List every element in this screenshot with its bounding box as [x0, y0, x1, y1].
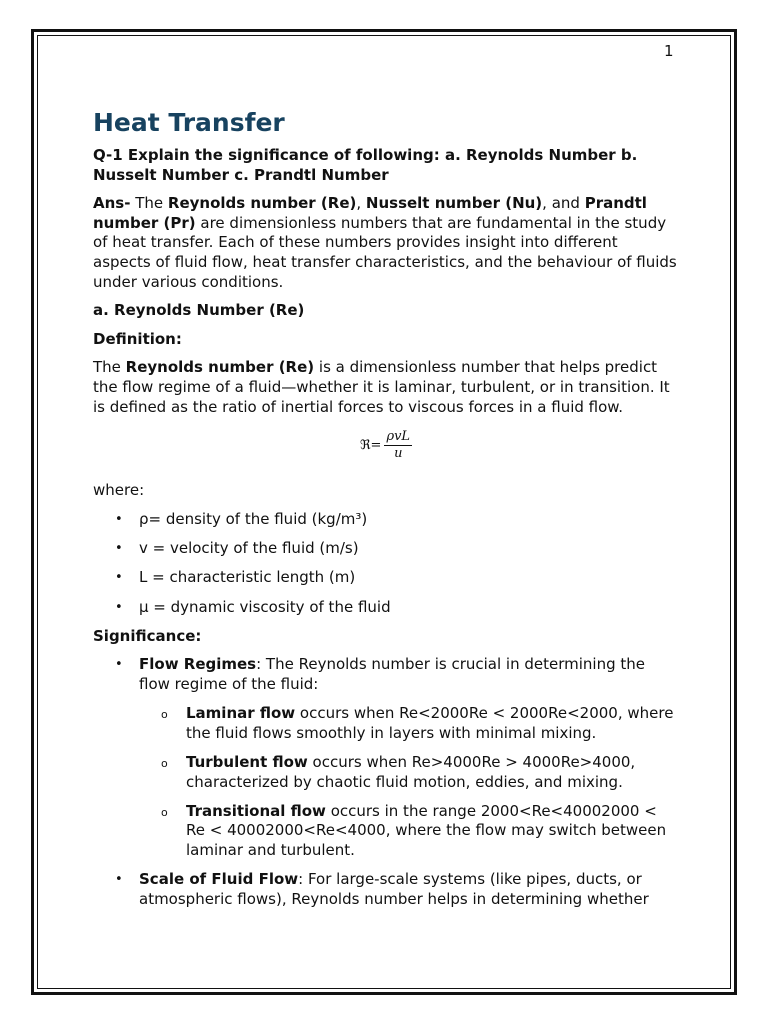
reynolds-term: Reynolds number (Re) — [167, 194, 357, 213]
flow-regime-sublist — [139, 704, 679, 861]
list-item — [93, 655, 679, 860]
variable-text: v = velocity of the fluid (m/s) — [139, 539, 359, 557]
list-item — [93, 510, 679, 530]
section-heading: a. Reynolds Number (Re) — [93, 301, 305, 320]
circle-bullet-icon: o — [161, 805, 168, 819]
definition-text-segment: The — [93, 358, 126, 377]
question-text: Q-1 Explain the significance of following: a. Reynolds Number b. Nusselt Number c. Prandtl Number — [93, 146, 638, 184]
list-item — [139, 802, 679, 861]
regime-label: Transitional flow — [186, 801, 326, 820]
bullet-icon: • — [115, 541, 123, 556]
answer-text-segment: , — [356, 194, 366, 213]
formula-lhs: ℜ — [359, 437, 371, 453]
answer-text-segment: , and — [542, 194, 585, 213]
circle-bullet-icon: o — [161, 708, 168, 722]
answer-label: Ans- — [93, 194, 131, 213]
list-item — [93, 598, 679, 618]
formula-denominator: u — [394, 446, 403, 462]
scale-label: Scale of Fluid Flow — [139, 870, 299, 889]
variable-text: ρ= density of the fluid (kg/m³) — [139, 509, 368, 528]
bullet-icon: • — [115, 570, 123, 586]
bullet-icon: • — [115, 657, 123, 673]
answer-paragraph — [93, 194, 679, 292]
reynolds-term: Reynolds number (Re) — [125, 358, 315, 377]
regime-text: occurs when Re<2000Re < 2000Re<2000, where the fluid flows smoothly in layers with minimal mixing. — [186, 704, 674, 742]
bullet-icon: • — [115, 511, 123, 527]
nusselt-term: Nusselt number (Nu) — [365, 194, 543, 213]
reynolds-formula — [93, 429, 679, 465]
regime-text: occurs when Re>4000Re > 4000Re>4000, characterized by chaotic fluid motion, eddies, and mixing. — [186, 753, 636, 791]
circle-bullet-icon: o — [161, 757, 168, 770]
formula-numerator: ρvL — [386, 429, 411, 445]
definition-label: Definition: — [93, 329, 182, 348]
formula-fraction — [384, 429, 412, 462]
regime-label: Turbulent flow — [186, 753, 308, 771]
where-label: where: — [93, 481, 145, 500]
list-item — [139, 753, 679, 792]
definition-text-segment: is a dimensionless number that helps predict the flow regime of a fluid—whether it is laminar, turbulent, or in transition. It is defined as the ratio of inertial forces to viscous forces in a fluid flow. — [93, 358, 670, 416]
regime-label: Laminar flow — [186, 704, 296, 723]
answer-text-segment: The — [130, 194, 168, 213]
regime-text: occurs in the range 2000<Re<40002000 < Re < 40002000<Re<4000, where the flow may switch between laminar and turbulent. — [186, 801, 667, 860]
bullet-icon: • — [115, 599, 123, 615]
list-item — [93, 870, 679, 909]
list-item — [139, 704, 679, 743]
prandtl-term: Prandtl number (Pr) — [93, 194, 647, 232]
significance-list — [93, 655, 679, 909]
page-number: 1 — [664, 42, 674, 60]
list-item — [93, 568, 679, 588]
document-body — [93, 106, 679, 919]
scale-text: : For large-scale systems (like pipes, ducts, or atmospheric flows), Reynolds number helps in determining whether — [139, 870, 649, 908]
formula-equals: = — [370, 437, 382, 453]
variable-list — [93, 510, 679, 617]
answer-text-segment: are dimensionless numbers that are fundamental in the study of heat transfer. Each of these numbers provides insight into different aspects of fluid flow, heat transfer characteristics, and the behaviour of fluids under various conditions. — [93, 213, 677, 291]
significance-label: Significance: — [93, 626, 202, 645]
document-title: Heat Transfer — [93, 108, 285, 137]
variable-text: L = characteristic length (m) — [139, 568, 356, 587]
flow-regimes-text: : The Reynolds number is crucial in determining the flow regime of the fluid: — [139, 655, 646, 694]
variable-text: μ = dynamic viscosity of the fluid — [139, 597, 391, 616]
flow-regimes-label: Flow Regimes — [139, 655, 257, 674]
list-item — [93, 539, 679, 559]
definition-paragraph — [93, 358, 679, 417]
bullet-icon: • — [115, 872, 123, 888]
